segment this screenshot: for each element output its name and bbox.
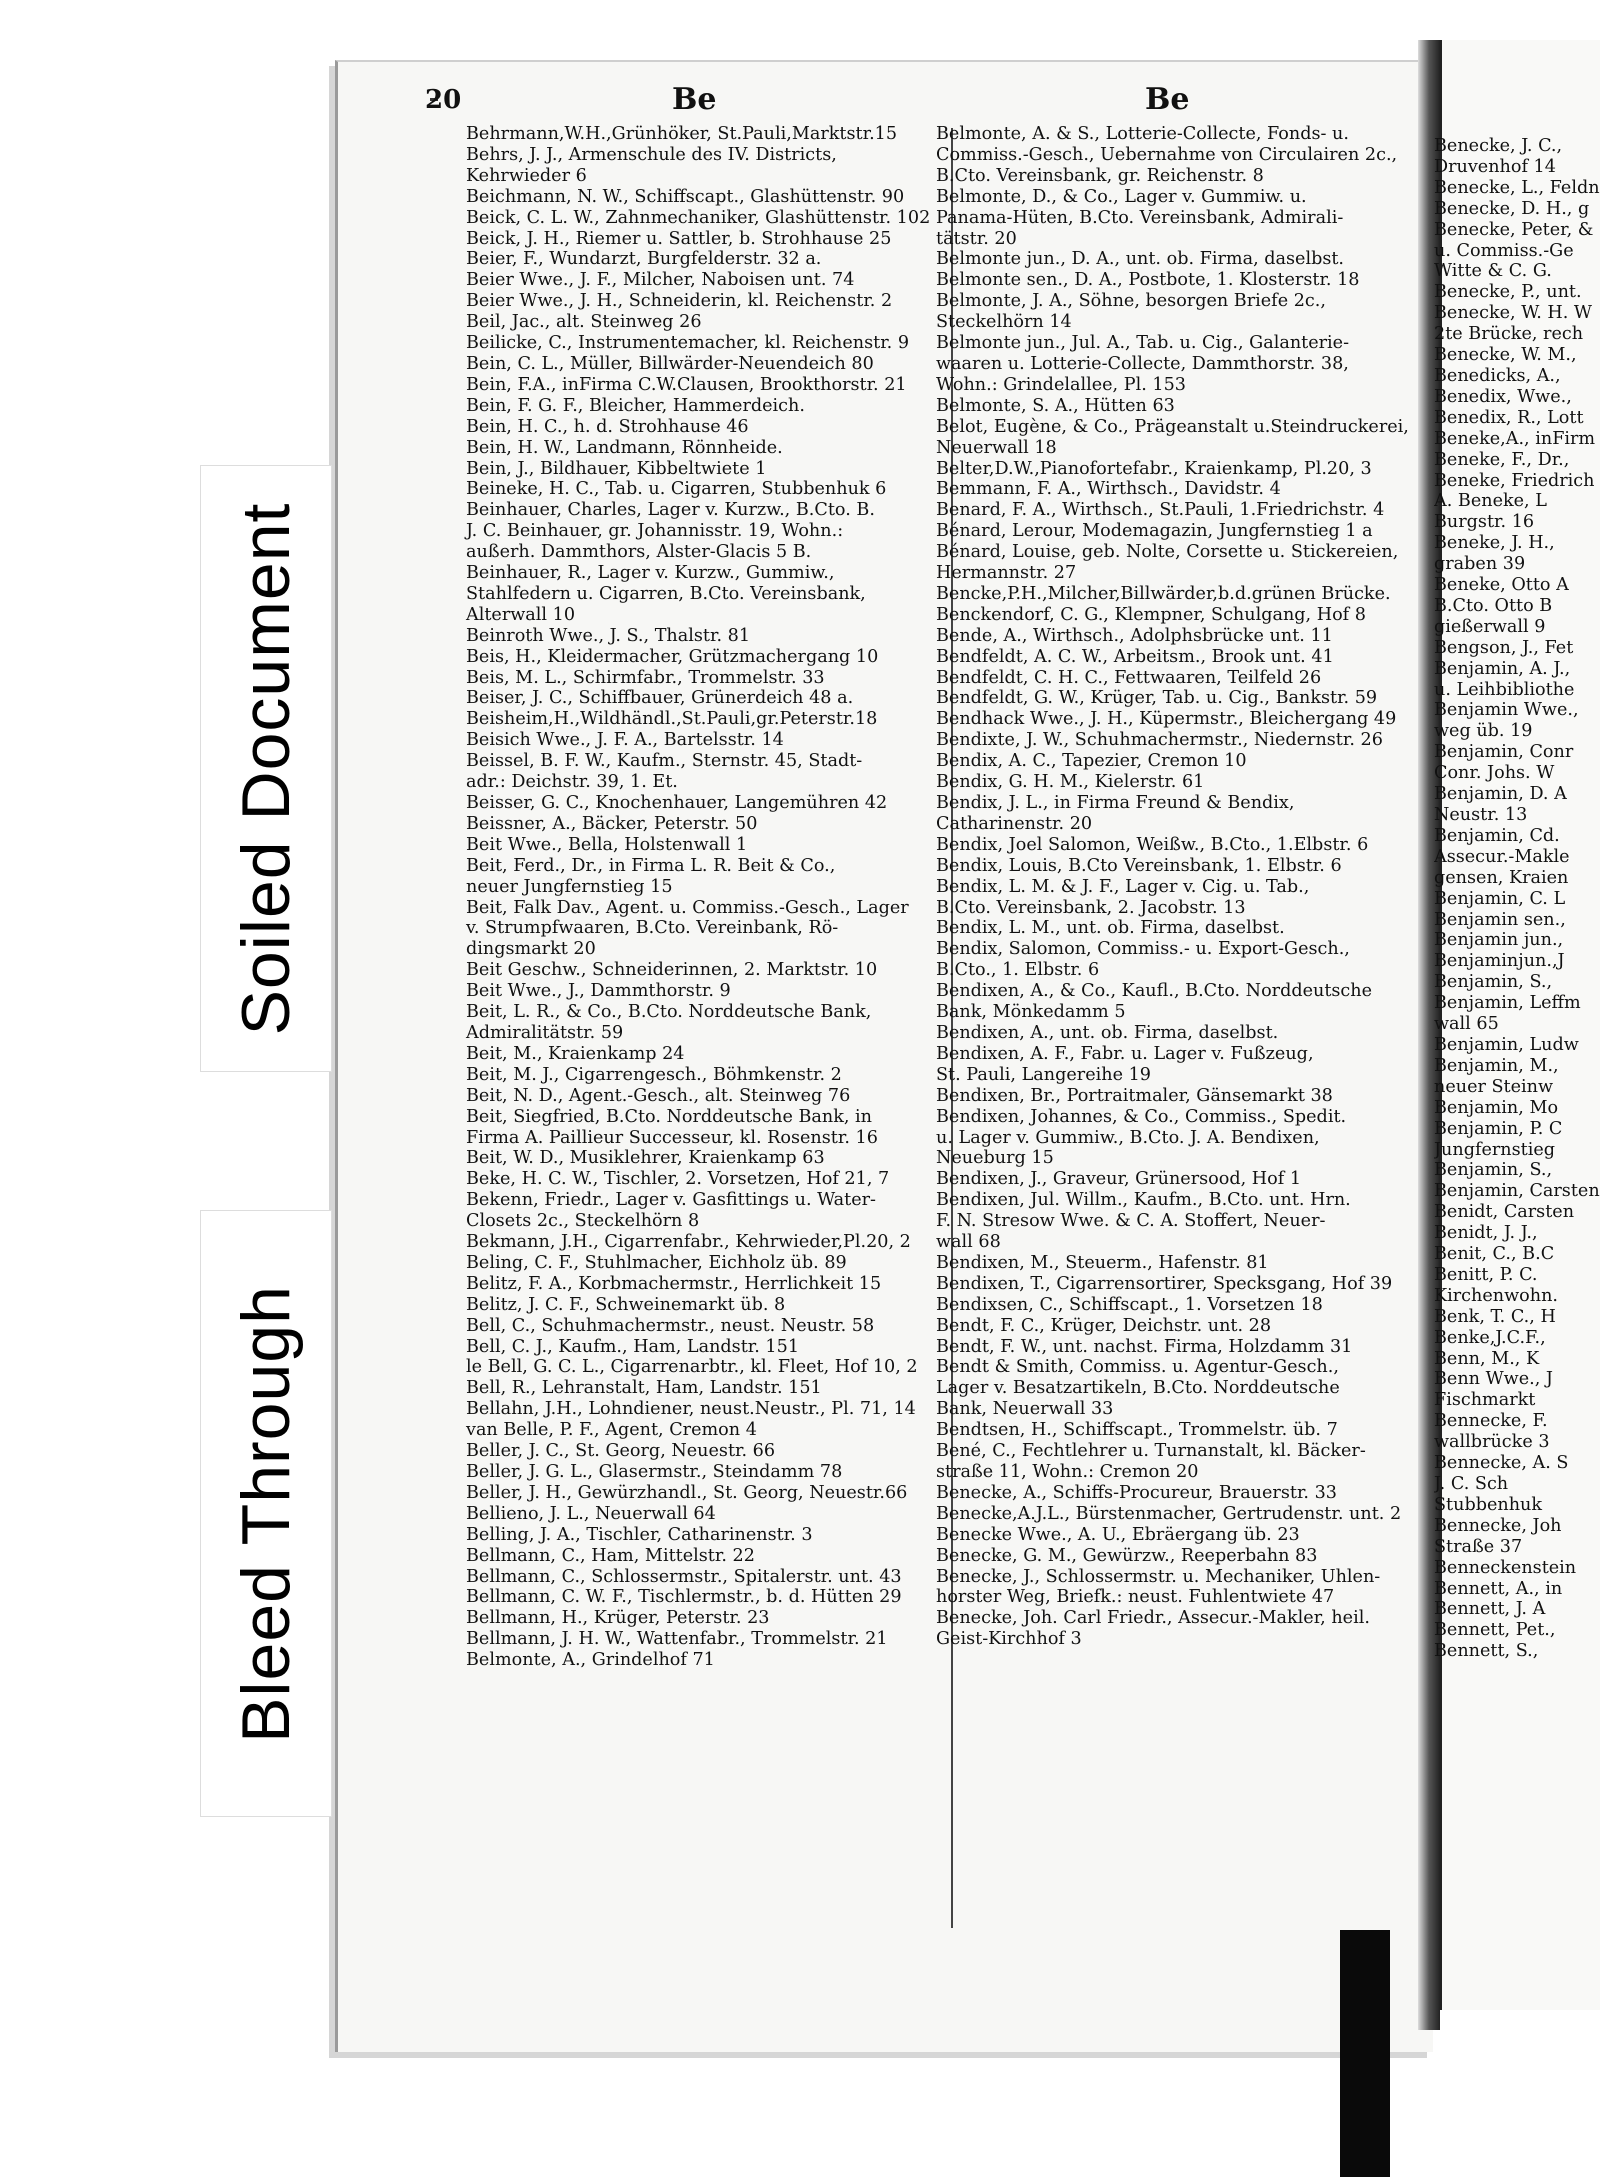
directory-entry-line: Straße 37 xyxy=(1434,1536,1523,1557)
directory-entry-line: Bendixte, J. W., Schuhmachermstr., Niedernstr. 26 xyxy=(936,730,1383,751)
directory-entry-line: Beit Wwe., J., Dammthorstr. 9 xyxy=(466,981,731,1002)
bleed-through-label-box xyxy=(200,1210,332,1817)
page-number: 20 xyxy=(425,85,462,115)
directory-entry-line: Bendixen, J., Graveur, Grünersood, Hof 1 xyxy=(936,1169,1302,1190)
directory-entry-line: Benckendorf, C. G., Klempner, Schulgang, Hof 8 xyxy=(936,604,1366,625)
directory-entry-line: Belmonte, S. A., Hütten 63 xyxy=(936,395,1175,416)
directory-entry-line: Benecke, P., unt. xyxy=(1434,282,1582,303)
dark-margin xyxy=(1340,1930,1390,2177)
directory-entry-line: Witte & C. G. xyxy=(1434,261,1552,282)
directory-entry-line: Bende, A., Wirthsch., Adolphsbrücke unt. 11 xyxy=(936,625,1333,646)
directory-entry-line: Beineke, H. C., Tab. u. Cigarren, Stubbenhuk 6 xyxy=(466,479,887,500)
directory-entry-line: u. Commiss.-Ge xyxy=(1434,240,1574,261)
directory-entry-line: Behrs, J. J., Armenschule des IV. Districts, xyxy=(466,144,837,165)
directory-entry-line: Stahlfedern u. Cigarren, B.Cto. Vereinsbank, xyxy=(466,583,866,604)
directory-entry-line: Belmonte, D., & Co., Lager v. Gummiw. u. xyxy=(936,186,1307,207)
directory-entry-line: Benneckenstein xyxy=(1434,1557,1577,1578)
directory-entry-line: J. C. Beinhauer, gr. Johannisstr. 19, Wohn.: xyxy=(466,521,844,542)
soiled-document-label-box xyxy=(200,465,332,1072)
directory-entry-line: St. Pauli, Langereihe 19 xyxy=(936,1064,1151,1085)
directory-entry-line: Beller, J. G. L., Glasermstr., Steindamm 78 xyxy=(466,1462,843,1482)
directory-entry-line: straße 11, Wohn.: Cremon 20 xyxy=(936,1462,1199,1482)
directory-entry-line: Beit, W. D., Musiklehrer, Kraienkamp 63 xyxy=(466,1148,825,1169)
directory-entry-line: Belmonte, J. A., Söhne, besorgen Briefe 2c., xyxy=(936,291,1326,312)
directory-entry-line: außerh. Dammthors, Alster-Glacis 5 B. xyxy=(466,542,812,563)
soiled-document-label: Soiled Document xyxy=(228,502,304,1035)
directory-entry-line: weg üb. 19 xyxy=(1434,721,1533,742)
directory-entry-line: Bendfeldt, G. W., Krüger, Tab. u. Cig., Bankstr. 59 xyxy=(936,688,1378,709)
directory-entry-line: Bellieno, J. L., Neuerwall 64 xyxy=(466,1503,716,1524)
directory-entry-line: Bendixen, M., Steuerm., Hafenstr. 81 xyxy=(936,1252,1269,1273)
directory-entry-line: wall 68 xyxy=(936,1232,1001,1253)
directory-entry-line: Panama-Hüten, B.Cto. Vereinsbank, Admirali- xyxy=(936,207,1344,228)
directory-entry-line: Bellahn, J.H., Lohndiener, neust.Neustr., Pl. 71, 14 xyxy=(466,1399,916,1420)
directory-entry-line: Benjamin, Cd. xyxy=(1434,825,1560,846)
directory-entry-line: Bein, F. G. F., Bleicher, Hammerdeich. xyxy=(466,395,805,416)
directory-entry-line: Benjamin, Ludw xyxy=(1434,1034,1579,1055)
directory-entry-line: Bein, F.A., inFirma C.W.Clausen, Brookthorstr. 21 xyxy=(466,374,907,395)
directory-entry-line: Belmonte jun., Jul. A., Tab. u. Cig., Galanterie- xyxy=(936,333,1350,354)
directory-entry-line: Benjaminjun.,J xyxy=(1434,951,1565,972)
directory-entry-line: Bendix, J. L., in Firma Freund & Bendix, xyxy=(936,793,1295,813)
directory-entry-line: Belmonte jun., D. A., unt. ob. Firma, daselbst. xyxy=(936,249,1345,270)
directory-entry-line: u. Lager v. Gummiw., B.Cto. J. A. Bendixen, xyxy=(936,1127,1320,1148)
directory-entry-line: le Bell, G. C. L., Cigarrenarbtr., kl. Fleet, Hof 10, 2 xyxy=(466,1357,918,1378)
directory-entry-line: Burgstr. 16 xyxy=(1434,512,1535,533)
directory-entry-line: Beit, M. J., Cigarrengesch., Böhmkenstr. 2 xyxy=(466,1064,842,1085)
directory-entry-line: Bennett, J. A xyxy=(1434,1599,1546,1620)
directory-entry-line: Beick, J. H., Riemer u. Sattler, b. Strohhause 25 xyxy=(466,228,892,249)
directory-entry-line: tätstr. 20 xyxy=(936,228,1017,249)
directory-entry-line: Benjamin, P. C xyxy=(1434,1118,1563,1139)
directory-entry-line: Benedicks, A., xyxy=(1434,365,1561,386)
directory-entry-line: Beick, C. L. W., Zahnmechaniker, Glashüttenstr. 102 xyxy=(466,207,931,228)
directory-entry-line: Bendixen, T., Cigarrensortirer, Specksgang, Hof 39 xyxy=(936,1273,1393,1294)
directory-entry-line: Benn, M., K xyxy=(1434,1348,1540,1369)
directory-entry-line: Belling, J. A., Tischler, Catharinenstr. 3 xyxy=(466,1524,813,1545)
directory-entry-line: Beinroth Wwe., J. S., Thalstr. 81 xyxy=(466,625,751,646)
directory-entry-line: Bendhack Wwe., J. H., Küpermstr., Bleichergang 49 xyxy=(936,709,1397,730)
directory-entry-line: Beling, C. F., Stuhlmacher, Eichholz üb. 89 xyxy=(466,1252,847,1273)
directory-entry-line: gießerwall 9 xyxy=(1434,616,1546,637)
directory-entry-line: Bemmann, F. A., Wirthsch., Davidstr. 4 xyxy=(936,479,1281,500)
directory-entry-line: Beil, Jac., alt. Steinweg 26 xyxy=(466,312,702,333)
directory-entry-line: 2te Brücke, rech xyxy=(1434,324,1584,345)
directory-entry-line: Benecke, Peter, & xyxy=(1434,219,1594,240)
directory-entry-line: Kirchenwohn. xyxy=(1434,1285,1559,1306)
directory-entry-line: B.Cto., 1. Elbstr. 6 xyxy=(936,960,1100,981)
directory-entry-line: Bennecke, Joh xyxy=(1434,1515,1562,1536)
directory-entry-line: adr.: Deichstr. 39, 1. Et. xyxy=(466,772,678,793)
directory-entry-line: Bendfeldt, C. H. C., Fettwaaren, Teilfeld 26 xyxy=(936,667,1322,688)
directory-entry-line: Stubbenhuk xyxy=(1434,1494,1543,1515)
directory-entry-line: Beisser, G. C., Knochenhauer, Langemühren 42 xyxy=(466,793,888,813)
directory-entry-line: Beit Wwe., Bella, Holstenwall 1 xyxy=(466,834,748,855)
running-head-left: Be xyxy=(672,82,717,117)
directory-entry-line: Closets 2c., Steckelhörn 8 xyxy=(466,1211,700,1232)
directory-entry-line: Benke,J.C.F., xyxy=(1434,1327,1546,1348)
directory-entry-line: Bennett, S., xyxy=(1434,1641,1539,1662)
directory-entry-line: Bencke,P.H.,Milcher,Billwärder,b.d.grünen Brücke. xyxy=(936,583,1391,604)
directory-entry-line: Bennecke, A. S xyxy=(1434,1453,1569,1474)
directory-entry-line: Benjamin jun., xyxy=(1434,930,1564,951)
directory-entry-line: Beit, Ferd., Dr., in Firma L. R. Beit & Co., xyxy=(466,855,836,876)
directory-entry-line: Bell, R., Lehranstalt, Ham, Landstr. 151 xyxy=(466,1378,822,1399)
directory-entry-line: Bendfeldt, A. C. W., Arbeitsm., Brook unt. 41 xyxy=(936,646,1334,667)
directory-entry-line: Beichmann, N. W., Schiffscapt., Glashüttenstr. 90 xyxy=(466,186,905,207)
directory-entry-line: Beneke, J. H., xyxy=(1434,533,1555,554)
directory-entry-line: Benedix, Wwe., xyxy=(1434,386,1572,407)
directory-entry-line: Benjamin, A. J., xyxy=(1434,658,1571,679)
directory-entry-line: Bendixen, A. F., Fabr. u. Lager v. Fußzeug, xyxy=(936,1043,1314,1064)
directory-entry-line: Benecke, L., Feldn xyxy=(1434,177,1600,198)
directory-entry-line: Bendt, F. W., unt. nachst. Firma, Holzdamm 31 xyxy=(936,1336,1353,1357)
directory-entry-line: Conr. Johs. W xyxy=(1434,763,1555,784)
directory-entry-line: Bendix, L. M., unt. ob. Firma, daselbst. xyxy=(936,918,1285,939)
directory-entry-line: Bank, Neuerwall 33 xyxy=(936,1399,1114,1420)
directory-entry-line: Benjamin, M., xyxy=(1434,1055,1559,1076)
directory-entry-line: J. C. Sch xyxy=(1434,1474,1509,1494)
directory-entry-line: Admiralitätstr. 59 xyxy=(466,1022,624,1043)
directory-entry-line: Bendixen, Johannes, & Co., Commiss., Spedit. xyxy=(936,1106,1347,1127)
directory-entry-line: horster Weg, Briefk.: neust. Fuhlentwiete 47 xyxy=(936,1587,1335,1608)
directory-entry-line: Benecke, A., Schiffs-Procureur, Brauerstr. 33 xyxy=(936,1482,1337,1503)
directory-entry-line: Benecke, Joh. Carl Friedr., Assecur.-Makler, heil. xyxy=(936,1608,1370,1629)
directory-entry-line: Beier Wwe., J. H., Schneiderin, kl. Reichenstr. 2 xyxy=(466,291,893,312)
directory-entry-line: Benard, F. A., Wirthsch., St.Pauli, 1.Friedrichstr. 4 xyxy=(936,500,1385,521)
directory-entry-line: Bendixen, A., unt. ob. Firma, daselbst. xyxy=(936,1022,1279,1043)
directory-entry-line: Belmonte sen., D. A., Postbote, 1. Klosterstr. 18 xyxy=(936,270,1360,291)
directory-entry-line: Behrmann,W.H.,Grünhöker, St.Pauli,Marktstr.15 xyxy=(466,124,898,144)
directory-entry-line: Bennett, Pet., xyxy=(1434,1620,1556,1641)
directory-entry-line: Bengson, J., Fet xyxy=(1434,637,1574,658)
directory-entry-line: Beier Wwe., J. F., Milcher, Naboisen unt. 74 xyxy=(466,270,855,291)
directory-entry-line: Bekenn, Friedr., Lager v. Gasfittings u. Water- xyxy=(466,1190,877,1211)
directory-entry-line: Beier, F., Wundarzt, Burgfelderstr. 32 a. xyxy=(466,249,822,270)
directory-column-1 xyxy=(466,124,956,1671)
directory-entry-line: Bendixen, A., & Co., Kaufl., B.Cto. Norddeutsche xyxy=(936,981,1373,1002)
directory-entry-line: dingsmarkt 20 xyxy=(466,939,596,960)
directory-entry-line: Benjamin, Conr xyxy=(1434,742,1574,763)
directory-entry-line: Benk, T. C., H xyxy=(1434,1306,1556,1327)
directory-entry-line: Benecke, D. H., g xyxy=(1434,198,1590,219)
directory-entry-line: neuer Steinw xyxy=(1434,1076,1554,1097)
directory-entry-line: Beneke,A., inFirm xyxy=(1434,428,1596,449)
directory-entry-line: Neustr. 13 xyxy=(1434,805,1528,825)
directory-entry-line: Bendixen, Jul. Willm., Kaufm., B.Cto. unt. Hrn. xyxy=(936,1190,1351,1211)
directory-entry-line: Bell, C., Schuhmachermstr., neust. Neustr. 58 xyxy=(466,1315,875,1336)
directory-column-2 xyxy=(936,124,1426,1650)
directory-entry-line: Bellmann, J. H. W., Wattenfabr., Trommelstr. 21 xyxy=(466,1629,888,1650)
directory-entry-line: Bennecke, F. xyxy=(1434,1411,1548,1432)
directory-entry-line: Beneke, F., Dr., xyxy=(1434,449,1570,470)
directory-entry-line: Beis, M. L., Schirmfabr., Trommelstr. 33 xyxy=(466,667,825,688)
directory-entry-line: Benedix, R., Lott xyxy=(1434,407,1584,428)
running-head-right: Be xyxy=(1145,82,1190,117)
directory-entry-line: Bendix, G. H. M., Kielerstr. 61 xyxy=(936,772,1205,793)
directory-entry-line: Beit, L. R., & Co., B.Cto. Norddeutsche Bank, xyxy=(466,1002,872,1023)
directory-entry-line: Beke, H. C. W., Tischler, 2. Vorsetzen, Hof 21, 7 xyxy=(466,1169,890,1190)
directory-entry-line: Benecke, W. H. W xyxy=(1434,303,1592,324)
directory-entry-line: wall 65 xyxy=(1434,1014,1499,1035)
directory-entry-line: Bein, H. W., Landmann, Rönnheide. xyxy=(466,437,783,458)
directory-entry-line: Beneke, Friedrich xyxy=(1434,470,1595,491)
directory-entry-line: Belot, Eugène, & Co., Prägeanstalt u.Steindruckerei, xyxy=(936,416,1409,437)
directory-entry-line: Bekmann, J.H., Cigarrenfabr., Kehrwieder,Pl.20, 2 xyxy=(466,1232,911,1253)
directory-entry-line: Belitz, F. A., Korbmachermstr., Herrlichkeit 15 xyxy=(466,1273,882,1294)
directory-entry-line: Jungfernstieg xyxy=(1434,1139,1556,1160)
directory-entry-line: Beit, Falk Dav., Agent. u. Commiss.-Gesch., Lager xyxy=(466,897,909,918)
directory-entry-line: Benn Wwe., J xyxy=(1434,1369,1553,1390)
directory-entry-line: Beneke, Otto A xyxy=(1434,575,1569,596)
directory-entry-line: Assecur.-Makle xyxy=(1434,846,1570,867)
directory-entry-line: B.Cto. Vereinsbank, 2. Jacobstr. 13 xyxy=(936,897,1246,918)
directory-entry-line: Hermannstr. 27 xyxy=(936,563,1077,584)
directory-entry-line: Alterwall 10 xyxy=(466,604,576,625)
directory-entry-line: Catharinenstr. 20 xyxy=(936,813,1093,834)
directory-entry-line: Benjamin, S., xyxy=(1434,1160,1553,1181)
directory-entry-line: Benecke, J. C., xyxy=(1434,136,1563,156)
directory-entry-line: Bein, C. L., Müller, Billwärder-Neuendeich 80 xyxy=(466,353,874,374)
directory-entry-line: Bellmann, C., Ham, Mittelstr. 22 xyxy=(466,1545,755,1566)
directory-entry-line: Kehrwieder 6 xyxy=(466,165,587,186)
directory-entry-line: Neueburg 15 xyxy=(936,1148,1054,1169)
directory-entry-line: Benitt, P. C. xyxy=(1434,1264,1538,1285)
directory-entry-line: Benecke,A.J.L., Bürstenmacher, Gertrudenstr. unt. 2 xyxy=(936,1503,1402,1524)
bleed-through-label: Bleed Through xyxy=(228,1284,304,1743)
directory-entry-line: B.Cto. Otto B xyxy=(1434,595,1553,616)
directory-entry-line: Bellmann, C. W. F., Tischlermstr., b. d. Hütten 29 xyxy=(466,1587,902,1608)
directory-entry-line: Bein, H. C., h. d. Strohhause 46 xyxy=(466,416,749,437)
directory-entry-line: u. Leihbibliothe xyxy=(1434,679,1575,700)
directory-entry-line: Belitz, J. C. F., Schweinemarkt üb. 8 xyxy=(466,1294,786,1315)
directory-entry-line: Beis, H., Kleidermacher, Grützmachergang 10 xyxy=(466,646,879,667)
directory-entry-line: Benjamin, C. L xyxy=(1434,888,1566,909)
directory-entry-line: Bank, Mönkedamm 5 xyxy=(936,1002,1126,1023)
directory-entry-line: waaren u. Lotterie-Collecte, Dammthorstr. 38, xyxy=(936,353,1349,374)
directory-entry-line: Beller, J. C., St. Georg, Neuestr. 66 xyxy=(466,1441,776,1462)
directory-entry-line: Bennett, A., in xyxy=(1434,1578,1563,1599)
directory-entry-line: Benjamin, S., xyxy=(1434,972,1553,993)
directory-entry-line: Geist-Kirchhof 3 xyxy=(936,1629,1082,1650)
directory-entry-line: Beisich Wwe., J. F. A., Bartelsstr. 14 xyxy=(466,730,784,751)
directory-entry-line: Wohn.: Grindelallee, Pl. 153 xyxy=(936,374,1186,395)
directory-column-3 xyxy=(1434,136,1600,1662)
directory-entry-line: F. N. Stresow Wwe. & C. A. Stoffert, Neuer- xyxy=(936,1211,1326,1232)
directory-entry-line: Benjamin, Carsten xyxy=(1434,1181,1600,1202)
directory-entry-line: Benecke, G. M., Gewürzw., Reeperbahn 83 xyxy=(936,1545,1318,1566)
directory-entry-line: Bendtsen, H., Schiffscapt., Trommelstr. üb. 7 xyxy=(936,1420,1338,1441)
directory-entry-line: Commiss.-Gesch., Uebernahme von Circulairen 2c., xyxy=(936,144,1398,165)
directory-entry-line: Belter,D.W.,Pianofortefabr., Kraienkamp, Pl.20, 3 xyxy=(936,458,1372,479)
directory-entry-line: Beissel, B. F. W., Kaufm., Sternstr. 45, Stadt- xyxy=(466,751,863,772)
directory-entry-line: Bénard, Louise, geb. Nolte, Corsette u. Stickereien, xyxy=(936,542,1399,563)
directory-entry-line: Bendix, L. M. & J. F., Lager v. Cig. u. Tab., xyxy=(936,876,1310,897)
directory-entry-line: Bellmann, C., Schlossermstr., Spitalerstr. unt. 43 xyxy=(466,1566,902,1587)
directory-entry-line: graben 39 xyxy=(1434,554,1526,575)
directory-entry-line: Beller, J. H., Gewürzhandl., St. Georg, Neuestr.66 xyxy=(466,1482,908,1503)
directory-entry-line: Bénard, Lerour, Modemagazin, Jungfernstieg 1 a xyxy=(936,521,1373,542)
directory-entry-line: Benjamin, Mo xyxy=(1434,1097,1559,1118)
directory-entry-line: Bell, C. J., Kaufm., Ham, Landstr. 151 xyxy=(466,1336,800,1357)
directory-entry-line: Bendt, F. C., Krüger, Deichstr. unt. 28 xyxy=(936,1315,1272,1336)
directory-entry-line: Beilicke, C., Instrumentemacher, kl. Reichenstr. 9 xyxy=(466,333,910,354)
directory-entry-line: wallbrücke 3 xyxy=(1434,1432,1550,1453)
directory-entry-line: Beisheim,H.,Wildhändl.,St.Pauli,gr.Peterstr.18 xyxy=(466,709,878,730)
directory-entry-line: Benit, C., B.C xyxy=(1434,1244,1555,1265)
directory-entry-line: Bendixen, Br., Portraitmaler, Gänsemarkt 38 xyxy=(936,1085,1333,1106)
directory-entry-line: Druvenhof 14 xyxy=(1434,156,1556,177)
directory-entry-line: v. Strumpfwaaren, B.Cto. Vereinbank, Rö- xyxy=(466,918,839,939)
directory-entry-line: Beinhauer, R., Lager v. Kurzw., Gummiw., xyxy=(466,563,835,584)
directory-entry-line: Beit, N. D., Agent.-Gesch., alt. Steinweg 76 xyxy=(466,1085,851,1106)
directory-entry-line: Benjamin Wwe., xyxy=(1434,700,1579,721)
directory-entry-line: Bendix, A. C., Tapezier, Cremon 10 xyxy=(936,751,1247,772)
directory-entry-line: Benecke Wwe., A. U., Ebräergang üb. 23 xyxy=(936,1524,1300,1545)
directory-entry-line: Benjamin, D. A xyxy=(1434,784,1567,805)
directory-entry-line: Benecke, J., Schlossermstr. u. Mechaniker, Uhlen- xyxy=(936,1566,1381,1587)
directory-entry-line: Benecke, W. M., xyxy=(1434,345,1577,366)
directory-entry-line: Benjamin, Leffm xyxy=(1434,993,1581,1014)
directory-entry-line: Beinhauer, Charles, Lager v. Kurzw., B.Cto. B. xyxy=(466,500,875,521)
directory-entry-line: A. Beneke, L xyxy=(1434,491,1547,512)
directory-entry-line: neuer Jungfernstieg 15 xyxy=(466,876,673,897)
directory-entry-line: Beit, Siegfried, B.Cto. Norddeutsche Bank, in xyxy=(466,1106,873,1127)
directory-entry-line: Neuerwall 18 xyxy=(936,437,1057,458)
directory-entry-line: B.Cto. Vereinsbank, gr. Reichenstr. 8 xyxy=(936,165,1264,186)
directory-entry-line: Fischmarkt xyxy=(1434,1390,1536,1411)
directory-entry-line: gensen, Kraien xyxy=(1434,867,1569,888)
directory-entry-line: Firma A. Paillieur Successeur, kl. Rosenstr. 16 xyxy=(466,1127,878,1148)
directory-entry-line: Bené, C., Fechtlehrer u. Turnanstalt, kl. Bäcker- xyxy=(936,1441,1366,1462)
directory-entry-line: Belmonte, A. & S., Lotterie-Collecte, Fonds- u. xyxy=(936,124,1349,144)
directory-entry-line: Beiser, J. C., Schiffbauer, Grünerdeich 48 a. xyxy=(466,688,854,709)
directory-entry-line: Bendix, Louis, B.Cto Vereinsbank, 1. Elbstr. 6 xyxy=(936,855,1342,876)
directory-entry-line: van Belle, P. F., Agent, Cremon 4 xyxy=(466,1420,757,1441)
directory-entry-line: Belmonte, A., Grindelhof 71 xyxy=(466,1650,715,1671)
directory-entry-line: Bendix, Salomon, Commiss.- u. Export-Gesch., xyxy=(936,939,1350,960)
directory-entry-line: Benidt, J. J., xyxy=(1434,1223,1538,1244)
directory-entry-line: Beit Geschw., Schneiderinnen, 2. Marktstr. 10 xyxy=(466,960,878,981)
directory-entry-line: Bendixsen, C., Schiffscapt., 1. Vorsetzen 18 xyxy=(936,1294,1323,1315)
directory-entry-line: Lager v. Besatzartikeln, B.Cto. Norddeutsche xyxy=(936,1378,1340,1399)
directory-entry-line: Bellmann, H., Krüger, Peterstr. 23 xyxy=(466,1608,770,1629)
directory-entry-line: Bein, J., Bildhauer, Kibbeltwiete 1 xyxy=(466,458,767,479)
directory-entry-line: Benidt, Carsten xyxy=(1434,1202,1575,1223)
directory-entry-line: Benjamin sen., xyxy=(1434,909,1566,930)
directory-entry-line: Beissner, A., Bäcker, Peterstr. 50 xyxy=(466,813,758,834)
directory-entry-line: Bendt & Smith, Commiss. u. Agentur-Gesch., xyxy=(936,1357,1339,1378)
directory-entry-line: Bendix, Joel Salomon, Weißw., B.Cto., 1.Elbstr. 6 xyxy=(936,834,1369,855)
directory-entry-line: Steckelhörn 14 xyxy=(936,312,1072,333)
directory-entry-line: Beit, M., Kraienkamp 24 xyxy=(466,1043,685,1064)
